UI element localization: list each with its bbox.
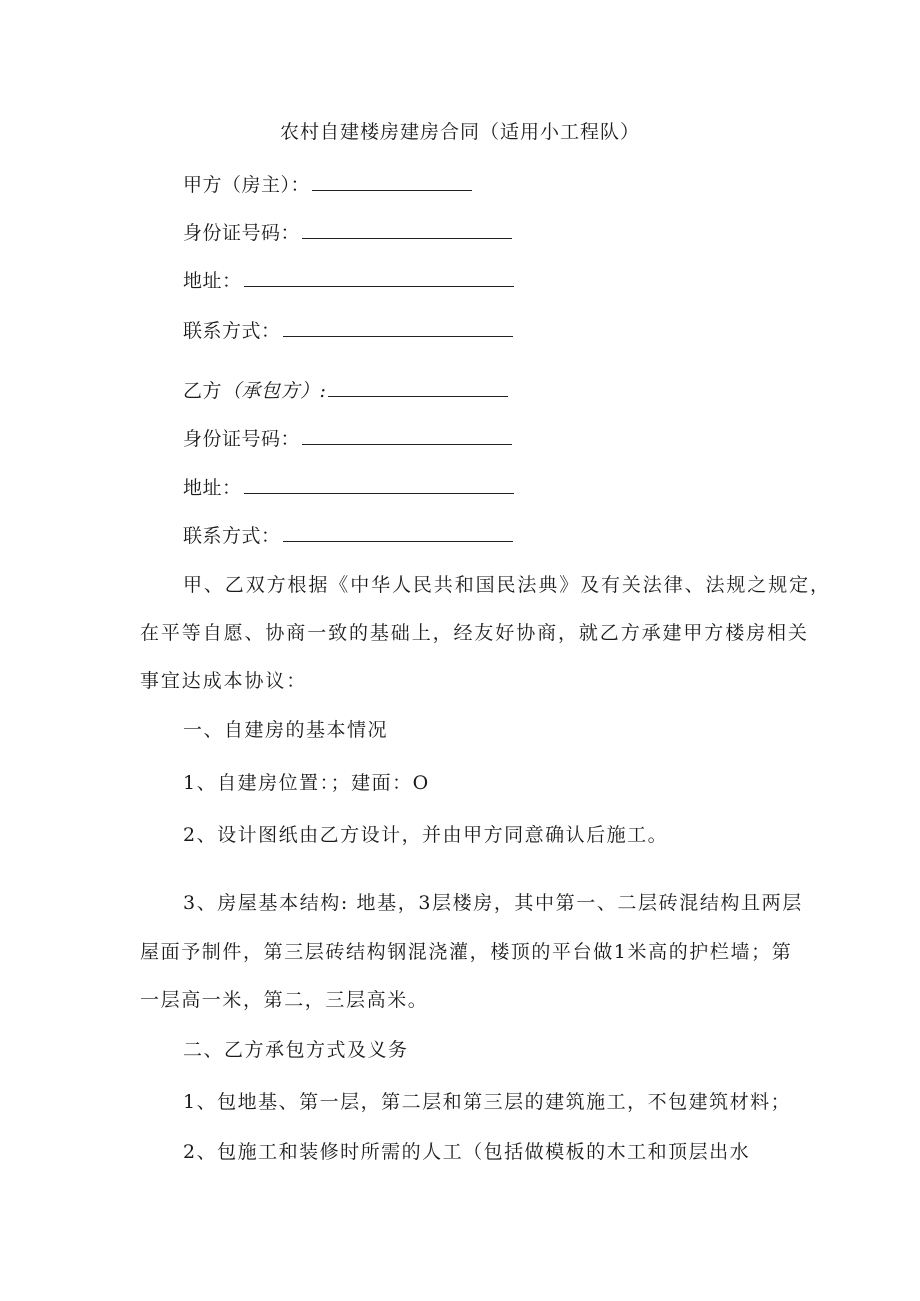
party-a-name-field bbox=[183, 172, 472, 197]
preamble-line-1: 甲、乙双方根据《中华人民共和国民法典》及有关法律、法规之规定， bbox=[183, 574, 831, 596]
party-a-address-blank bbox=[244, 268, 514, 287]
party-b-name-italic: （承包方）: bbox=[222, 380, 327, 402]
party-a-contact-label: 联系方式： bbox=[183, 320, 281, 342]
preamble-line-3: 事宜达成本协议： bbox=[140, 670, 308, 692]
party-b-address-blank bbox=[244, 475, 514, 494]
section-1-item-3-line-2: 屋面予制件，第三层砖结构钢混浇灌，楼顶的平台做1米高的护栏墙；第 bbox=[140, 941, 793, 963]
section-1-heading: 一、自建房的基本情况 bbox=[183, 719, 389, 741]
party-a-id-blank bbox=[302, 220, 512, 239]
party-b-contact-field bbox=[183, 523, 513, 548]
party-a-name-label: 甲方（房主）： bbox=[183, 174, 311, 196]
preamble-line-2: 在平等自愿、协商一致的基础上，经友好协商，就乙方承建甲方楼房相关 bbox=[140, 622, 809, 644]
party-a-address-field bbox=[183, 268, 514, 293]
party-a-id-field bbox=[183, 220, 512, 245]
party-a-id-label: 身份证号码： bbox=[183, 222, 301, 244]
party-b-id-field bbox=[183, 426, 512, 451]
document-title: 农村自建楼房建房合同（适用小工程队） bbox=[279, 121, 640, 143]
party-b-contact-blank bbox=[283, 523, 513, 542]
party-b-contact-label: 联系方式： bbox=[183, 525, 281, 547]
party-a-contact-blank bbox=[283, 318, 513, 337]
party-a-name-blank bbox=[312, 172, 472, 191]
party-b-address-label: 地址： bbox=[183, 477, 242, 499]
party-b-name-blank bbox=[328, 378, 508, 397]
section-2-item-2: 2、包施工和装修时所需的人工（包括做模板的木工和顶层出水 bbox=[183, 1141, 751, 1163]
section-2-heading: 二、乙方承包方式及义务 bbox=[183, 1039, 409, 1061]
party-a-address-label: 地址： bbox=[183, 270, 242, 292]
party-b-name-field bbox=[183, 378, 508, 403]
party-b-id-label: 身份证号码： bbox=[183, 428, 301, 450]
party-b-address-field bbox=[183, 475, 514, 500]
party-b-id-blank bbox=[302, 426, 512, 445]
section-1-item-2: 2、设计图纸由乙方设计，并由甲方同意确认后施工。 bbox=[183, 824, 669, 846]
party-b-name-prefix: 乙方 bbox=[183, 380, 223, 402]
section-2-item-1: 1、包地基、第一层，第二层和第三层的建筑施工，不包建筑材料； bbox=[183, 1091, 792, 1113]
party-a-contact-field bbox=[183, 318, 513, 343]
section-1-item-1: 1、自建房位置：；建面：O bbox=[183, 772, 430, 794]
section-1-item-3-line-3: 一层高一米，第二，三层高米。 bbox=[140, 989, 429, 1011]
section-1-item-3-line-1: 3、房屋基本结构: 地基，3层楼房，其中第一、二层砖混结构且两层 bbox=[183, 892, 803, 914]
